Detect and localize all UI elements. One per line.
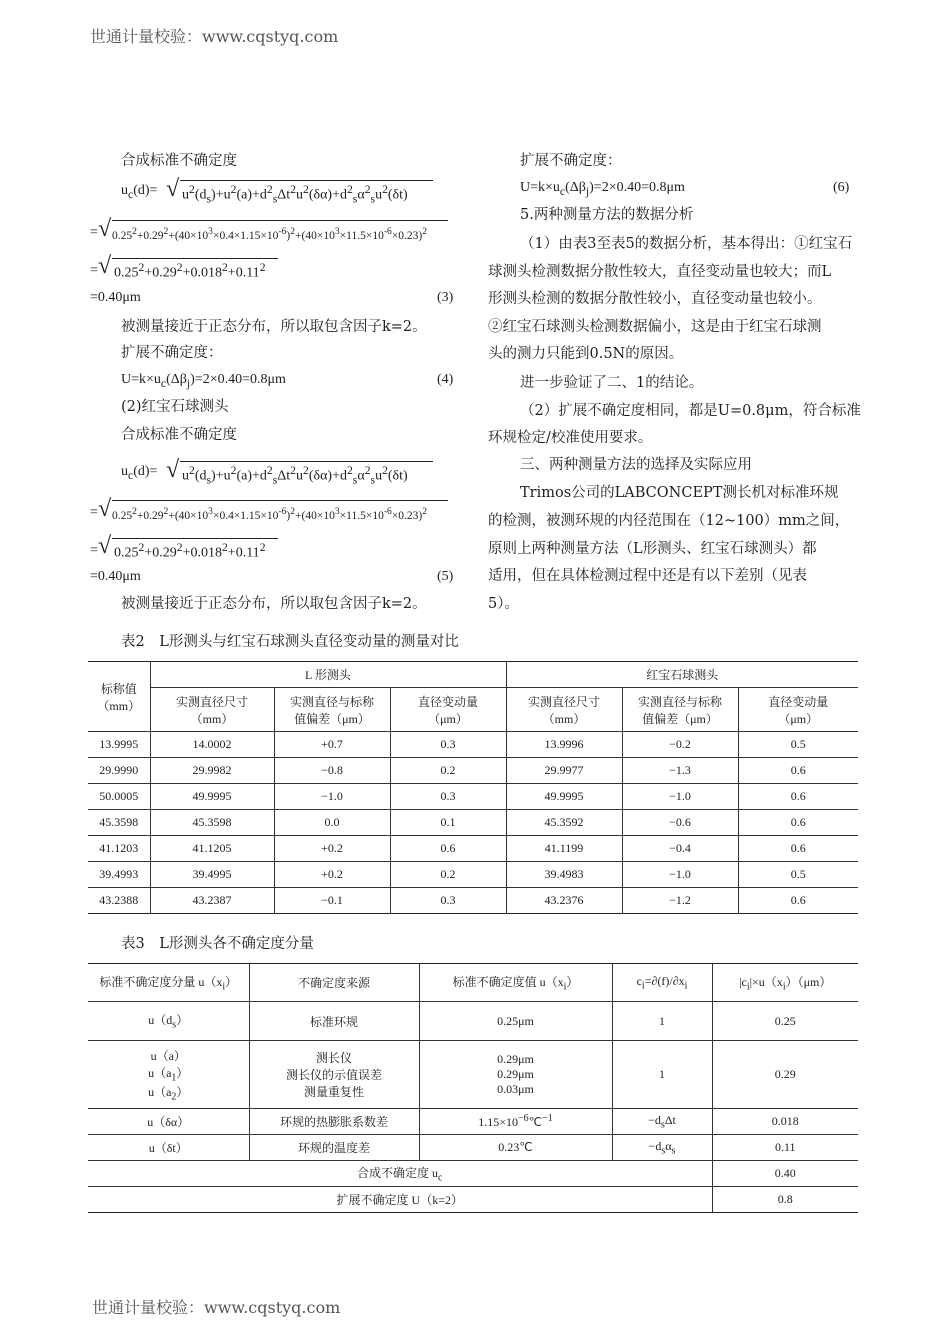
table3-header-source: 不确定度来源 xyxy=(249,964,419,1002)
table2-cell: 29.9982 xyxy=(150,758,274,784)
equation-uc-2-squares: $0.25^2+0.29^2+0.018^2+0.11^2$ xyxy=(114,541,266,561)
table3-cell: $-d_s\Delta t$ xyxy=(612,1109,712,1135)
table2-sub-variation: 直径变动量 （μm） xyxy=(390,688,506,732)
table2-cell: 41.1199 xyxy=(506,836,622,862)
sqrt-sign: √ xyxy=(166,176,180,202)
paragraph-coverage-factor-1: 被测量接近于正态分布，所以取包含因子k=2。 xyxy=(121,319,427,335)
equation-uc-1-squares: $0.25^2+0.29^2+0.018^2+0.11^2$ xyxy=(114,261,266,281)
table2-cell: 0.6 xyxy=(738,784,858,810)
left-heading-combined-1: 合成标准不确定度 xyxy=(121,153,237,169)
table2-sub-header-row xyxy=(88,688,858,732)
table2-cell: 43.2387 xyxy=(150,888,274,914)
equals-sign: = xyxy=(90,543,98,558)
table2-cell: −1.2 xyxy=(622,888,738,914)
para4-line: 5）。 xyxy=(488,596,519,612)
table3-cell: u（δt） xyxy=(88,1135,249,1161)
table3-header-contribution: $|c_i|\times u(x_i)(\mu m)$ xyxy=(712,964,858,1002)
sqrt-sign: √ xyxy=(98,216,112,242)
section-method-selection: 三、两种测量方法的选择及实际应用 xyxy=(520,457,752,473)
table2-cell: 41.1205 xyxy=(150,836,274,862)
table2-row xyxy=(88,862,858,888)
table3-expanded-row xyxy=(88,1187,858,1213)
table3-cell: u（δα） xyxy=(88,1109,249,1135)
heading-expanded-uncertainty-1: 扩展不确定度： xyxy=(121,345,223,361)
table2-cell: 39.4993 xyxy=(88,862,150,888)
paragraph-coverage-factor-2: 被测量接近于正态分布，所以取包含因子k=2。 xyxy=(121,596,427,612)
table3-combined-value: 0.40 xyxy=(712,1161,858,1187)
table2-header-nominal: 标称值 （mm） xyxy=(88,662,150,732)
sqrt-sign: √ xyxy=(98,253,112,279)
table3-row xyxy=(88,1041,858,1109)
table2-row xyxy=(88,810,858,836)
table3-cell: 0.25μm xyxy=(419,1002,612,1041)
table2-cell: 43.2388 xyxy=(88,888,150,914)
sqrt-bar xyxy=(180,180,433,181)
table2-row xyxy=(88,732,858,758)
watermark-bottom: 世通计量校验：www.cqstyq.com xyxy=(92,1298,341,1317)
table3-expanded-value: 0.8 xyxy=(777,1192,793,1206)
table3-cell: 1 xyxy=(612,1041,712,1109)
table3-row xyxy=(88,1002,858,1041)
equation-uc-1-result: =0.40μm xyxy=(90,290,141,305)
table2-sub-deviation: 实测直径与标称 值偏差（μm） xyxy=(274,688,390,732)
sqrt-sign: √ xyxy=(98,496,112,522)
table2-cell: 45.3598 xyxy=(88,810,150,836)
table3 xyxy=(88,963,858,1213)
table3-row xyxy=(88,1135,858,1161)
equation-uc-1-lhs: $u_c(d)=$ xyxy=(121,183,158,201)
para1-line: 形测头检测的数据分散性较小，直径变动量也较小。 xyxy=(488,291,822,307)
table2-caption: 表2 L形测头与红宝石球测头直径变动量的测量对比 xyxy=(121,634,459,650)
equation-uc-2-radicand: $u^2(d_s)+u^2(a)+d^2_s\Delta t^2u^2(\delta\alpha)+d^2_s\alpha^2_su^2(\delta t)$ xyxy=(182,464,408,487)
table3-cell: 0.018 xyxy=(712,1109,858,1135)
sqrt-bar xyxy=(180,461,433,462)
heading-expanded-uncertainty-2: 扩展不确定度： xyxy=(520,153,622,169)
equation-U-4: $U=k\times u_c(\Delta\beta_j)=2\times 0.40=0.8\mu m$ xyxy=(121,372,286,390)
equals-sign: = xyxy=(90,505,98,520)
table2-cell: 0.2 xyxy=(390,758,506,784)
table3-cell: 0.29 xyxy=(712,1041,858,1109)
table2 xyxy=(88,661,858,914)
section-ruby-probe: (2)红宝石球测头 xyxy=(121,399,229,415)
equation-number-6: (6) xyxy=(833,180,850,195)
para4-line: 的检测，被测环规的内径范围在（12~100）mm之间， xyxy=(488,513,850,529)
table2-cell: 14.0002 xyxy=(150,732,274,758)
equals-sign: = xyxy=(90,263,98,278)
table2-cell: 45.3598 xyxy=(150,810,274,836)
table2-cell: 49.9995 xyxy=(150,784,274,810)
table2-cell: −0.8 xyxy=(274,758,390,784)
table3-expanded-label: 扩展不确定度 U（k=2） xyxy=(88,1187,712,1213)
table2-sub-variation: 直径变动量 （μm） xyxy=(738,688,858,732)
equation-U-6: $U=k\times u_c(\Delta\beta_j)=2\times 0.40=0.8\mu m$ xyxy=(520,180,685,198)
para4-line: 适用，但在具体检测过程中还是有以下差别（见表 xyxy=(488,568,807,584)
table2-cell: 45.3592 xyxy=(506,810,622,836)
table3-cell: 环规的温度差 xyxy=(249,1135,419,1161)
table2-group-header-row xyxy=(88,662,858,688)
table2-cell: −0.2 xyxy=(622,732,738,758)
sqrt-sign: √ xyxy=(166,457,180,483)
table2-cell: 0.6 xyxy=(738,810,858,836)
table3-cell: 0.25 xyxy=(712,1002,858,1041)
table3-header-sensitivity: $c_i=\partial(f)/\partial x_i$ xyxy=(612,964,712,1002)
table2-cell: 0.6 xyxy=(390,836,506,862)
table3-header-component: 标准不确定度分量 $u(x_i)$ xyxy=(88,964,249,1002)
section-data-analysis: 5.两种测量方法的数据分析 xyxy=(520,207,694,223)
table3-caption: 表3 L形测头各不确定度分量 xyxy=(121,936,314,952)
table3-cell: 测长仪 测长仪的示值误差 测量重复性 xyxy=(249,1041,419,1109)
table3-cell: 1 xyxy=(612,1002,712,1041)
table2-cell: −0.6 xyxy=(622,810,738,836)
table2-cell: 0.0 xyxy=(274,810,390,836)
para4-line: 原则上两种测量方法（L形测头、红宝石球测头）都 xyxy=(488,541,817,557)
table2-cell: 0.2 xyxy=(390,862,506,888)
table2-cell: 0.3 xyxy=(390,784,506,810)
table2-row xyxy=(88,784,858,810)
para1-line: 头的测力只能到0.5N的原因。 xyxy=(488,346,684,362)
sqrt-bar xyxy=(112,538,278,539)
table2-header-L-probe: L 形测头 xyxy=(150,662,506,688)
equation-uc-2-numeric: $0.25^2+0.29^2+(40\times 10^3\times 0.4\times 1.15\times 10^{-6})^2+(40\times 10^3\times 11.5\times 10^{-6}\times 0.23)^2$ xyxy=(112,506,428,522)
table2-cell: 50.0005 xyxy=(88,784,150,810)
table2-cell: 0.5 xyxy=(738,862,858,888)
para3-line: （2）扩展不确定度相同，都是U=0.8μm，符合标准 xyxy=(520,403,861,419)
sqrt-bar xyxy=(112,220,448,221)
watermark-top: 世通计量校验：www.cqstyq.com xyxy=(90,27,339,46)
table3-combined-label: 合成不确定度 $u_c$ xyxy=(88,1161,712,1187)
table2-row xyxy=(88,836,858,862)
equation-uc-1-radicand: $u^2(d_s)+u^2(a)+d^2_s\Delta t^2u^2(\delta\alpha)+d^2_s\alpha^2_su^2(\delta t)$ xyxy=(182,183,408,206)
equation-uc-2-result: =0.40μm xyxy=(90,569,141,584)
table2-cell: 41.1203 xyxy=(88,836,150,862)
table2-cell: 0.6 xyxy=(738,836,858,862)
table3-combined-row xyxy=(88,1161,858,1187)
table2-cell: 29.9977 xyxy=(506,758,622,784)
table3-cell: 标准环规 xyxy=(249,1002,419,1041)
para1-line: 球测头检测数据分散性较大，直径变动量也较大；而L xyxy=(488,264,832,280)
table2-cell: 39.4995 xyxy=(150,862,274,888)
table2-sub-deviation: 实测直径与标称 值偏差（μm） xyxy=(622,688,738,732)
table2-cell: 13.9996 xyxy=(506,732,622,758)
table2-cell: 39.4983 xyxy=(506,862,622,888)
sqrt-sign: √ xyxy=(98,533,112,559)
table2-row xyxy=(88,888,858,914)
table3-cell: $-d_s\alpha_s$ xyxy=(612,1135,712,1161)
table2-cell: −1.3 xyxy=(622,758,738,784)
table2-cell: 49.9995 xyxy=(506,784,622,810)
table3-cell: $1.15\times 10^{-6}℃^{-1}$ xyxy=(419,1109,612,1135)
table2-cell: −1.0 xyxy=(622,862,738,888)
table2-cell: 0.3 xyxy=(390,732,506,758)
para1-line: （1）由表3至表5的数据分析，基本得出：①红宝石 xyxy=(520,236,853,252)
table2-cell: 29.9990 xyxy=(88,758,150,784)
para1-line: ②红宝石球测头检测数据偏小，这是由于红宝石球测 xyxy=(488,319,822,335)
table2-cell: 13.9995 xyxy=(88,732,150,758)
equation-uc-1-numeric: $0.25^2+0.29^2+(40\times 10^3\times 0.4\times 1.15\times 10^{-6})^2+(40\times 10^3\times 11.5\times 10^{-6}\times 0.23)^2$ xyxy=(112,226,428,242)
table2-cell: −1.0 xyxy=(274,784,390,810)
table3-row xyxy=(88,1109,858,1135)
table2-cell: 0.3 xyxy=(390,888,506,914)
table3-header-row xyxy=(88,964,858,1002)
table2-cell: +0.7 xyxy=(274,732,390,758)
table2-cell: 0.5 xyxy=(738,732,858,758)
table2-cell: 43.2376 xyxy=(506,888,622,914)
table2-cell: −1.0 xyxy=(622,784,738,810)
table3-cell: 环规的热膨胀系数差 xyxy=(249,1109,419,1135)
table3-header-value: 标准不确定度值 $u(x_i)$ xyxy=(419,964,612,1002)
table3-cell: 0.11 xyxy=(712,1135,858,1161)
table2-sub-measured: 实测直径尺寸 （mm） xyxy=(150,688,274,732)
table2-cell: −0.1 xyxy=(274,888,390,914)
table2-cell: 0.6 xyxy=(790,893,806,907)
equation-number-4: (4) xyxy=(437,372,454,387)
table2-cell: 0.1 xyxy=(390,810,506,836)
table3-cell: 0.23℃ xyxy=(419,1135,612,1161)
table2-cell: 0.6 xyxy=(738,758,858,784)
para2-line: 进一步验证了二、1的结论。 xyxy=(520,375,704,391)
para4-line: Trimos公司的LABCONCEPT测长机对标准环规 xyxy=(520,485,839,501)
left-heading-combined-2: 合成标准不确定度 xyxy=(121,427,237,443)
equation-number-3: (3) xyxy=(437,290,454,305)
table2-header-ruby-probe: 红宝石球测头 xyxy=(506,662,858,688)
equation-uc-2-lhs: $u_c(d)=$ xyxy=(121,464,158,482)
equation-number-5: (5) xyxy=(437,569,454,584)
sqrt-bar xyxy=(112,500,448,501)
equals-sign: = xyxy=(90,225,98,240)
table3-cell: u（a） $u(a_1)$ $u(a_2)$ xyxy=(88,1041,249,1109)
table2-sub-measured: 实测直径尺寸 （mm） xyxy=(506,688,622,732)
para3-line: 环规检定/校准使用要求。 xyxy=(488,430,653,446)
table3-cell: 0.29μm 0.29μm 0.03μm xyxy=(419,1041,612,1109)
table2-row xyxy=(88,758,858,784)
sqrt-bar xyxy=(112,258,278,259)
table3-cell: $u(d_s)$ xyxy=(88,1002,249,1041)
table2-cell: +0.2 xyxy=(274,836,390,862)
table2-cell: +0.2 xyxy=(274,862,390,888)
table2-cell: −0.4 xyxy=(622,836,738,862)
